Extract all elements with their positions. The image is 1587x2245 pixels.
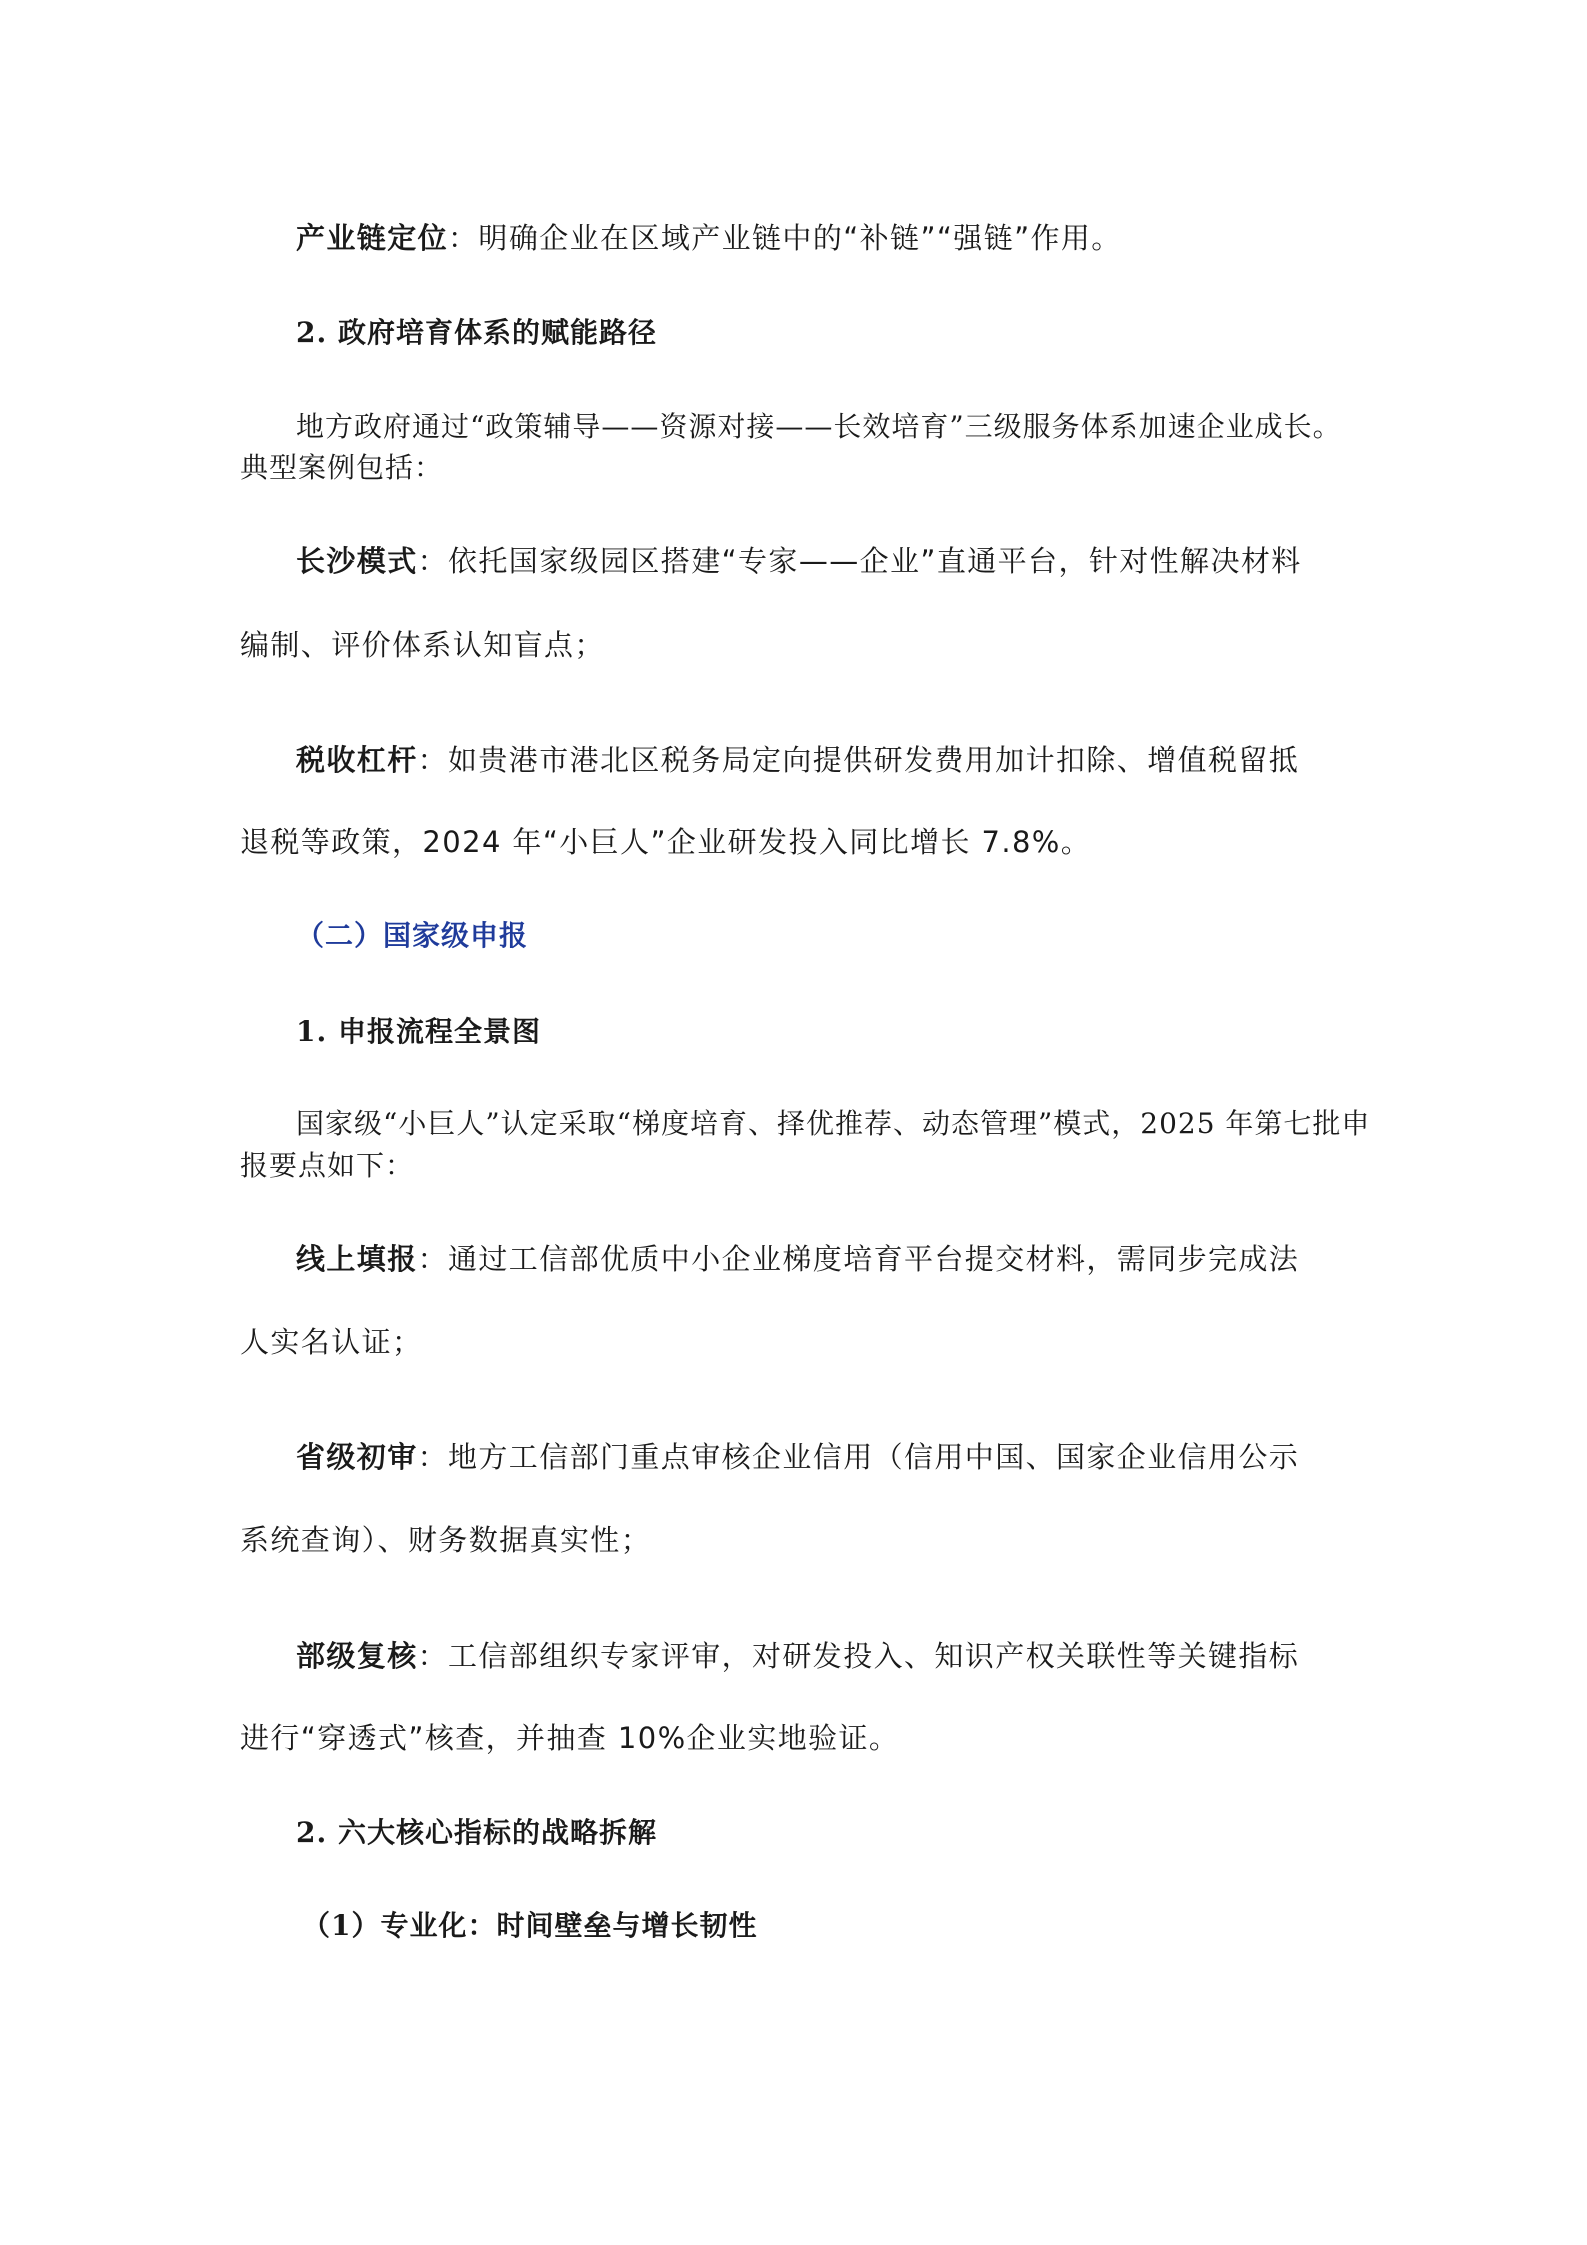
six-indicators-heading-num: 2. [296, 1816, 328, 1849]
specialization-heading-text: 专业化：时间壁垒与增长韧性 [380, 1909, 758, 1942]
gov-cultivation-heading [296, 311, 657, 351]
six-indicators-heading-text: 六大核心指标的战略拆解 [337, 1816, 657, 1849]
section-heading-national: （二）国家级申报 [296, 919, 529, 952]
specialization-heading-num: （1） [302, 1909, 381, 1942]
gov-cultivation-heading-num: 2. [296, 316, 328, 349]
online-filing-text-1: ：通过工信部优质中小企业梯度培育平台提交材料，需同步完成法 [417, 1242, 1300, 1276]
flow-heading [296, 1010, 541, 1050]
six-indicators-heading [296, 1811, 657, 1851]
gov-cultivation-heading-text: 政府培育体系的赋能路径 [337, 316, 657, 349]
provincial-review-label: 省级初审 [296, 1440, 418, 1474]
tax-text-1: ：如贵港市港北区税务局定向提供研发费用加计扣除、增值税留抵 [417, 743, 1300, 777]
ministry-review-label: 部级复核 [296, 1639, 418, 1673]
specialization-heading [302, 1904, 758, 1944]
provincial-review-line-1 [296, 1435, 1299, 1476]
ministry-review-text-1: ：工信部组织专家评审，对研发投入、知识产权关联性等关键指标 [417, 1639, 1300, 1673]
tax-paragraph-line-1 [296, 738, 1299, 779]
provincial-review-text-1: ：地方工信部门重点审核企业信用（信用中国、国家企业信用公示 [417, 1440, 1300, 1474]
changsha-paragraph-line-2: 编制、评价体系认知盲点； [240, 628, 605, 662]
provincial-review-line-2: 系统查询）、财务数据真实性； [240, 1523, 652, 1557]
chain-positioning-label: 产业链定位 [296, 221, 449, 255]
changsha-text-1: ：依托国家级园区搭建“专家——企业”直通平台，针对性解决材料 [417, 544, 1302, 578]
flow-heading-text: 申报流程全景图 [337, 1015, 541, 1048]
chain-positioning-paragraph [296, 216, 1122, 257]
gov-intro-line-2: 典型案例包括： [240, 451, 444, 484]
changsha-label: 长沙模式 [296, 544, 418, 578]
online-filing-label: 线上填报 [296, 1242, 418, 1276]
ministry-review-line-1 [296, 1634, 1299, 1675]
tax-label: 税收杠杆 [296, 743, 418, 777]
online-filing-line-1 [296, 1237, 1299, 1278]
gov-intro-line-1: 地方政府通过“政策辅导——资源对接——长效培育”三级服务体系加速企业成长。 [296, 410, 1342, 443]
tax-paragraph-line-2: 退税等政策，2024 年“小巨人”企业研发投入同比增长 7.8%。 [240, 825, 1092, 859]
online-filing-line-2: 人实名认证； [240, 1325, 423, 1359]
ministry-review-line-2: 进行“穿透式”核查，并抽查 10%企业实地验证。 [240, 1721, 900, 1755]
flow-heading-num: 1. [296, 1015, 328, 1048]
flow-intro-line-1: 国家级“小巨人”认定采取“梯度培育、择优推荐、动态管理”模式，2025 年第七批申 [296, 1107, 1371, 1140]
flow-intro-line-2: 报要点如下： [240, 1149, 415, 1182]
changsha-paragraph-line-1 [296, 539, 1302, 580]
chain-positioning-text: ：明确企业在区域产业链中的“补链”“强链”作用。 [448, 221, 1122, 255]
